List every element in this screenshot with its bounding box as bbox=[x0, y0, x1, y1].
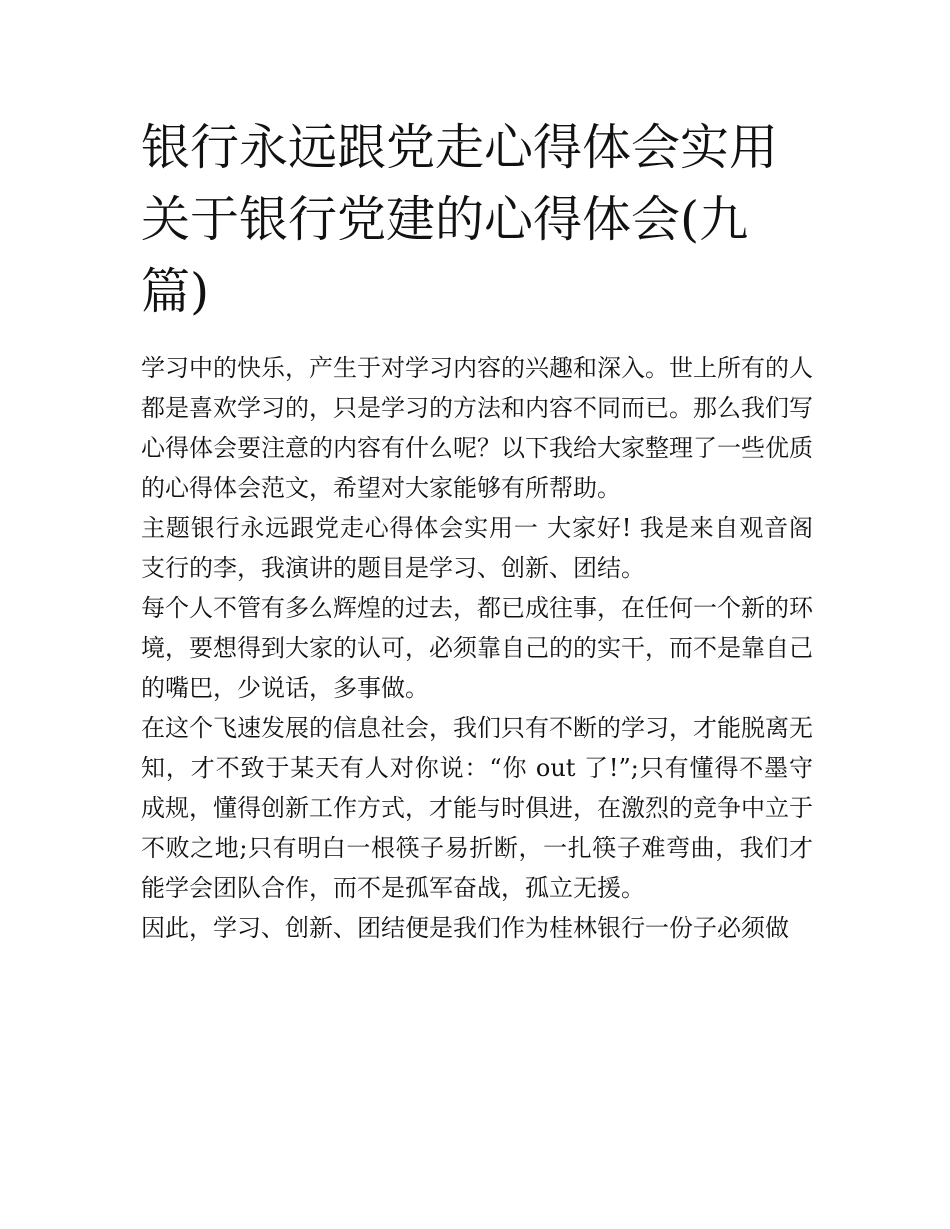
paragraph-conclusion: 因此，学习、创新、团结便是我们作为桂林银行一份子必须做 bbox=[141, 914, 789, 942]
document-content bbox=[141, 112, 813, 948]
paragraph-information-society: 在这个飞速发展的信息社会，我们只有不断的学习，才能脱离无知，才不致于某天有人对你说：“你 out 了!”;只有懂得不墨守成规，懂得创新工作方式，才能与时俱进，在激烈的竞争中立于不败之地;只有明白一根筷子易折断，一扎筷子难弯曲，我们才能学会团队合作，而不是孤军奋战，孤立无援。 bbox=[141, 714, 813, 902]
document-body bbox=[141, 348, 813, 948]
paragraph-past-glory: 每个人不管有多么辉煌的过去，都已成往事，在任何一个新的环境，要想得到大家的认可，必须靠自己的的实干，而不是靠自己的嘴巴，少说话，多事做。 bbox=[141, 594, 813, 702]
paragraph-intro: 学习中的快乐，产生于对学习内容的兴趣和深入。世上所有的人都是喜欢学习的，只是学习的方法和内容不同而已。那么我们写心得体会要注意的内容有什么呢？以下我给大家整理了一些优质的心得体会范文，希望对大家能够有所帮助。 bbox=[141, 354, 813, 502]
paragraph-speech-opening: 主题银行永远跟党走心得体会实用一 大家好! 我是来自观音阁支行的李，我演讲的题目是学习、创新、团结。 bbox=[141, 514, 813, 582]
document-title: 银行永远跟党走心得体会实用关于银行党建的心得体会(九篇) bbox=[141, 119, 779, 320]
